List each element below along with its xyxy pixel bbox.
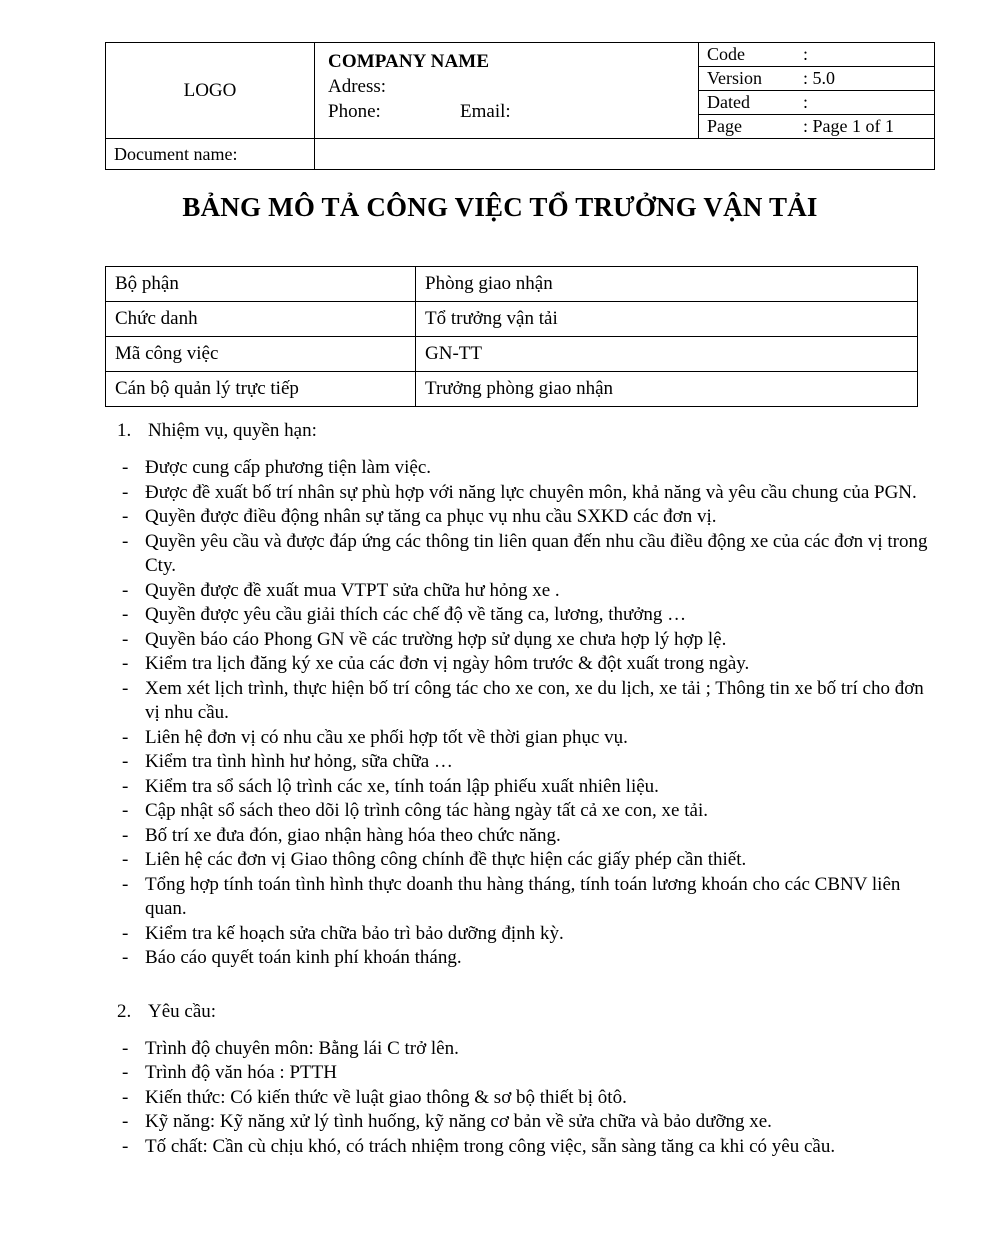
- bullet-marker-icon: -: [122, 824, 129, 846]
- info-label-jobcode: Mã công việc: [106, 337, 416, 372]
- list-item-text: Liên hệ các đơn vị Giao thông công chính đề thực hiện các giấy phép cần thiết.: [145, 849, 747, 870]
- list-item: [0, 652, 1000, 677]
- bullet-marker-icon: -: [122, 481, 129, 503]
- list-item: [0, 603, 1000, 628]
- document-meta-table: [699, 43, 934, 138]
- list-item-text: Kiểm tra sổ sách lộ trình các xe, tính toán lập phiếu xuất nhiên liệu.: [145, 775, 659, 797]
- list-item-text: Kiểm tra kế hoạch sửa chữa bảo trì bảo dưỡng định kỳ.: [145, 922, 564, 944]
- bullet-marker-icon: -: [122, 751, 129, 772]
- info-value-jobtitle: Tổ trưởng vận tải: [416, 302, 918, 337]
- table-row: [106, 372, 918, 407]
- list-item: [0, 750, 1000, 775]
- meta-value-code: :: [799, 43, 934, 67]
- meta-label-code: Code: [699, 43, 799, 67]
- bullet-marker-icon: -: [122, 1135, 129, 1157]
- list-item-text: Quyền yêu cầu và được đáp ứng các thông tin liên quan đến nhu cầu điều động xe của các đơn vị trong Cty.: [145, 530, 928, 576]
- logo-label: LOGO: [183, 79, 237, 101]
- info-value-manager: Trưởng phòng giao nhận: [416, 372, 918, 407]
- company-info-cell: [315, 43, 699, 139]
- bullet-marker-icon: -: [122, 1086, 129, 1108]
- meta-row-code: [699, 43, 934, 67]
- list-item-text: Báo cáo quyết toán kinh phí khoán tháng.: [145, 947, 462, 968]
- meta-row-dated: [699, 91, 934, 115]
- list-item-text: Trình độ văn hóa : PTTH: [145, 1062, 337, 1083]
- list-item: [0, 456, 1000, 481]
- meta-label-page: Page: [707, 115, 742, 136]
- info-label-jobtitle: Chức danh: [106, 302, 416, 337]
- list-item: [0, 799, 1000, 824]
- meta-value-version: : 5.0: [799, 67, 934, 91]
- info-value-department: Phòng giao nhận: [416, 267, 918, 302]
- document-header-table: [105, 42, 935, 170]
- bullet-marker-icon: -: [122, 506, 129, 527]
- document-name-label-cell: Document name:: [106, 139, 315, 170]
- meta-row-version: [699, 67, 934, 91]
- section-number: 1.: [117, 420, 132, 441]
- list-item-text: Được cung cấp phương tiện làm việc.: [145, 457, 432, 478]
- meta-label-version: Version: [699, 67, 799, 91]
- table-row: [106, 302, 918, 337]
- list-item-text: Quyền được điều động nhân sự tăng ca phục vụ nhu cầu SXKD các đơn vị.: [145, 506, 717, 527]
- header-main-row: [106, 43, 935, 139]
- list-item: [0, 1110, 1000, 1135]
- bullet-marker-icon: -: [122, 873, 129, 895]
- bullet-marker-icon: -: [122, 947, 129, 968]
- list-item-text: Kiểm tra lịch đăng ký xe của các đơn vị ngày hôm trước & đột xuất trong ngày.: [145, 653, 750, 674]
- bullet-marker-icon: -: [122, 530, 129, 552]
- bullet-marker-icon: -: [122, 628, 129, 650]
- meta-value-page: : Page 1 of 1: [803, 115, 894, 136]
- bullet-marker-icon: -: [122, 604, 129, 625]
- meta-value-dated: :: [799, 91, 934, 115]
- section-number: 2.: [117, 1000, 132, 1022]
- list-item-text: Bố trí xe đưa đón, giao nhận hàng hóa theo chức năng.: [145, 824, 561, 846]
- list-item: [0, 628, 1000, 653]
- section-spacer: [0, 971, 1000, 1001]
- list-item-text: Quyền được đề xuất mua VTPT sửa chữa hư hỏng xe .: [145, 579, 560, 601]
- list-item: [0, 775, 1000, 800]
- requirements-list: [0, 1037, 1000, 1160]
- list-item: [0, 873, 1000, 922]
- list-item-text: Cập nhật sổ sách theo dõi lộ trình công tác hàng ngày tất cả xe con, xe tải.: [145, 800, 708, 821]
- info-label-department: Bộ phận: [106, 267, 416, 302]
- document-meta-cell: [699, 43, 935, 139]
- list-item-text: Được đề xuất bố trí nhân sự phù hợp với năng lực chuyên môn, khả năng và yêu cầu chung của PGN.: [145, 481, 917, 503]
- bullet-marker-icon: -: [122, 726, 129, 748]
- list-item: [0, 505, 1000, 530]
- meta-label-dated: Dated: [699, 91, 799, 115]
- list-item: [0, 1037, 1000, 1062]
- bullet-marker-icon: -: [122, 922, 129, 944]
- section-requirements: [0, 1001, 1000, 1160]
- list-item: [0, 922, 1000, 947]
- company-phone-label: Phone:: [328, 101, 381, 123]
- list-item: [0, 946, 1000, 971]
- list-item: [0, 824, 1000, 849]
- list-item: [0, 848, 1000, 873]
- list-item-text: Kiểm tra tình hình hư hỏng, sữa chữa …: [145, 751, 453, 772]
- page-title: BẢNG MÔ TẢ CÔNG VIỆC TỔ TRƯỞNG VẬN TẢI: [182, 192, 818, 222]
- bullet-marker-icon: -: [122, 1062, 129, 1083]
- company-name: COMPANY NAME: [328, 51, 490, 72]
- section-heading-requirements: [0, 1001, 1000, 1023]
- table-row: [106, 267, 918, 302]
- bullet-marker-icon: -: [122, 800, 129, 821]
- list-item-text: Kỹ năng: Kỹ năng xử lý tình huống, kỹ năng cơ bản về sửa chữa và bảo dưỡng xe.: [145, 1111, 772, 1132]
- company-contact-row: [328, 99, 698, 124]
- list-item-text: Quyền báo cáo Phong GN về các trường hợp sử dụng xe chưa hợp lý hợp lệ.: [145, 628, 727, 650]
- meta-row-page: [699, 115, 934, 139]
- list-item-text: Xem xét lịch trình, thực hiện bố trí công tác cho xe con, xe du lịch, xe tải ; Thông tin xe bố trí cho đơn vị nhu cầu.: [145, 677, 924, 723]
- list-item: [0, 726, 1000, 751]
- company-address-label: Adress:: [328, 76, 387, 98]
- info-value-jobcode: GN-TT: [416, 337, 918, 372]
- list-item: [0, 481, 1000, 506]
- bullet-marker-icon: -: [122, 653, 129, 674]
- list-item: [0, 579, 1000, 604]
- list-item: [0, 1061, 1000, 1086]
- section-duties: [0, 420, 1000, 971]
- section-heading-duties: [0, 420, 1000, 442]
- info-label-manager: Cán bộ quản lý trực tiếp: [106, 372, 416, 407]
- duties-list: [0, 456, 1000, 971]
- list-item-text: Trình độ chuyên môn: Bằng lái C trở lên.: [145, 1037, 459, 1059]
- bullet-marker-icon: -: [122, 579, 129, 601]
- list-item-text: Liên hệ đơn vị có nhu cầu xe phối hợp tốt về thời gian phục vụ.: [145, 726, 628, 748]
- list-item-text: Tổng hợp tính toán tình hình thực doanh thu hàng tháng, tính toán lương khoán cho các CBNV liên quan.: [145, 873, 901, 919]
- job-info-table: [105, 266, 918, 407]
- list-item: [0, 1086, 1000, 1111]
- section-title: Nhiệm vụ, quyền hạn:: [148, 420, 317, 441]
- document-name-value-cell: [315, 139, 935, 170]
- document-body: [0, 420, 1000, 1159]
- company-email-label: Email:: [460, 101, 511, 123]
- list-item-text: Quyền được yêu cầu giải thích các chế độ về tăng ca, lương, thưởng …: [145, 604, 687, 625]
- list-item: [0, 530, 1000, 579]
- bullet-marker-icon: -: [122, 1111, 129, 1132]
- list-item: [0, 677, 1000, 726]
- list-item-text: Tố chất: Cần cù chịu khó, có trách nhiệm trong công việc, sẵn sàng tăng ca khi có yêu cầu.: [145, 1135, 836, 1157]
- header-docname-row: [106, 139, 935, 170]
- logo-cell: [106, 43, 315, 139]
- bullet-marker-icon: -: [122, 677, 129, 699]
- list-item-text: Kiến thức: Có kiến thức về luật giao thông & sơ bộ thiết bị ôtô.: [145, 1086, 627, 1108]
- table-row: [106, 337, 918, 372]
- list-item: [0, 1135, 1000, 1160]
- bullet-marker-icon: -: [122, 775, 129, 797]
- bullet-marker-icon: -: [122, 1037, 129, 1059]
- section-title: Yêu cầu:: [148, 1000, 217, 1022]
- bullet-marker-icon: -: [122, 849, 129, 870]
- bullet-marker-icon: -: [122, 457, 129, 478]
